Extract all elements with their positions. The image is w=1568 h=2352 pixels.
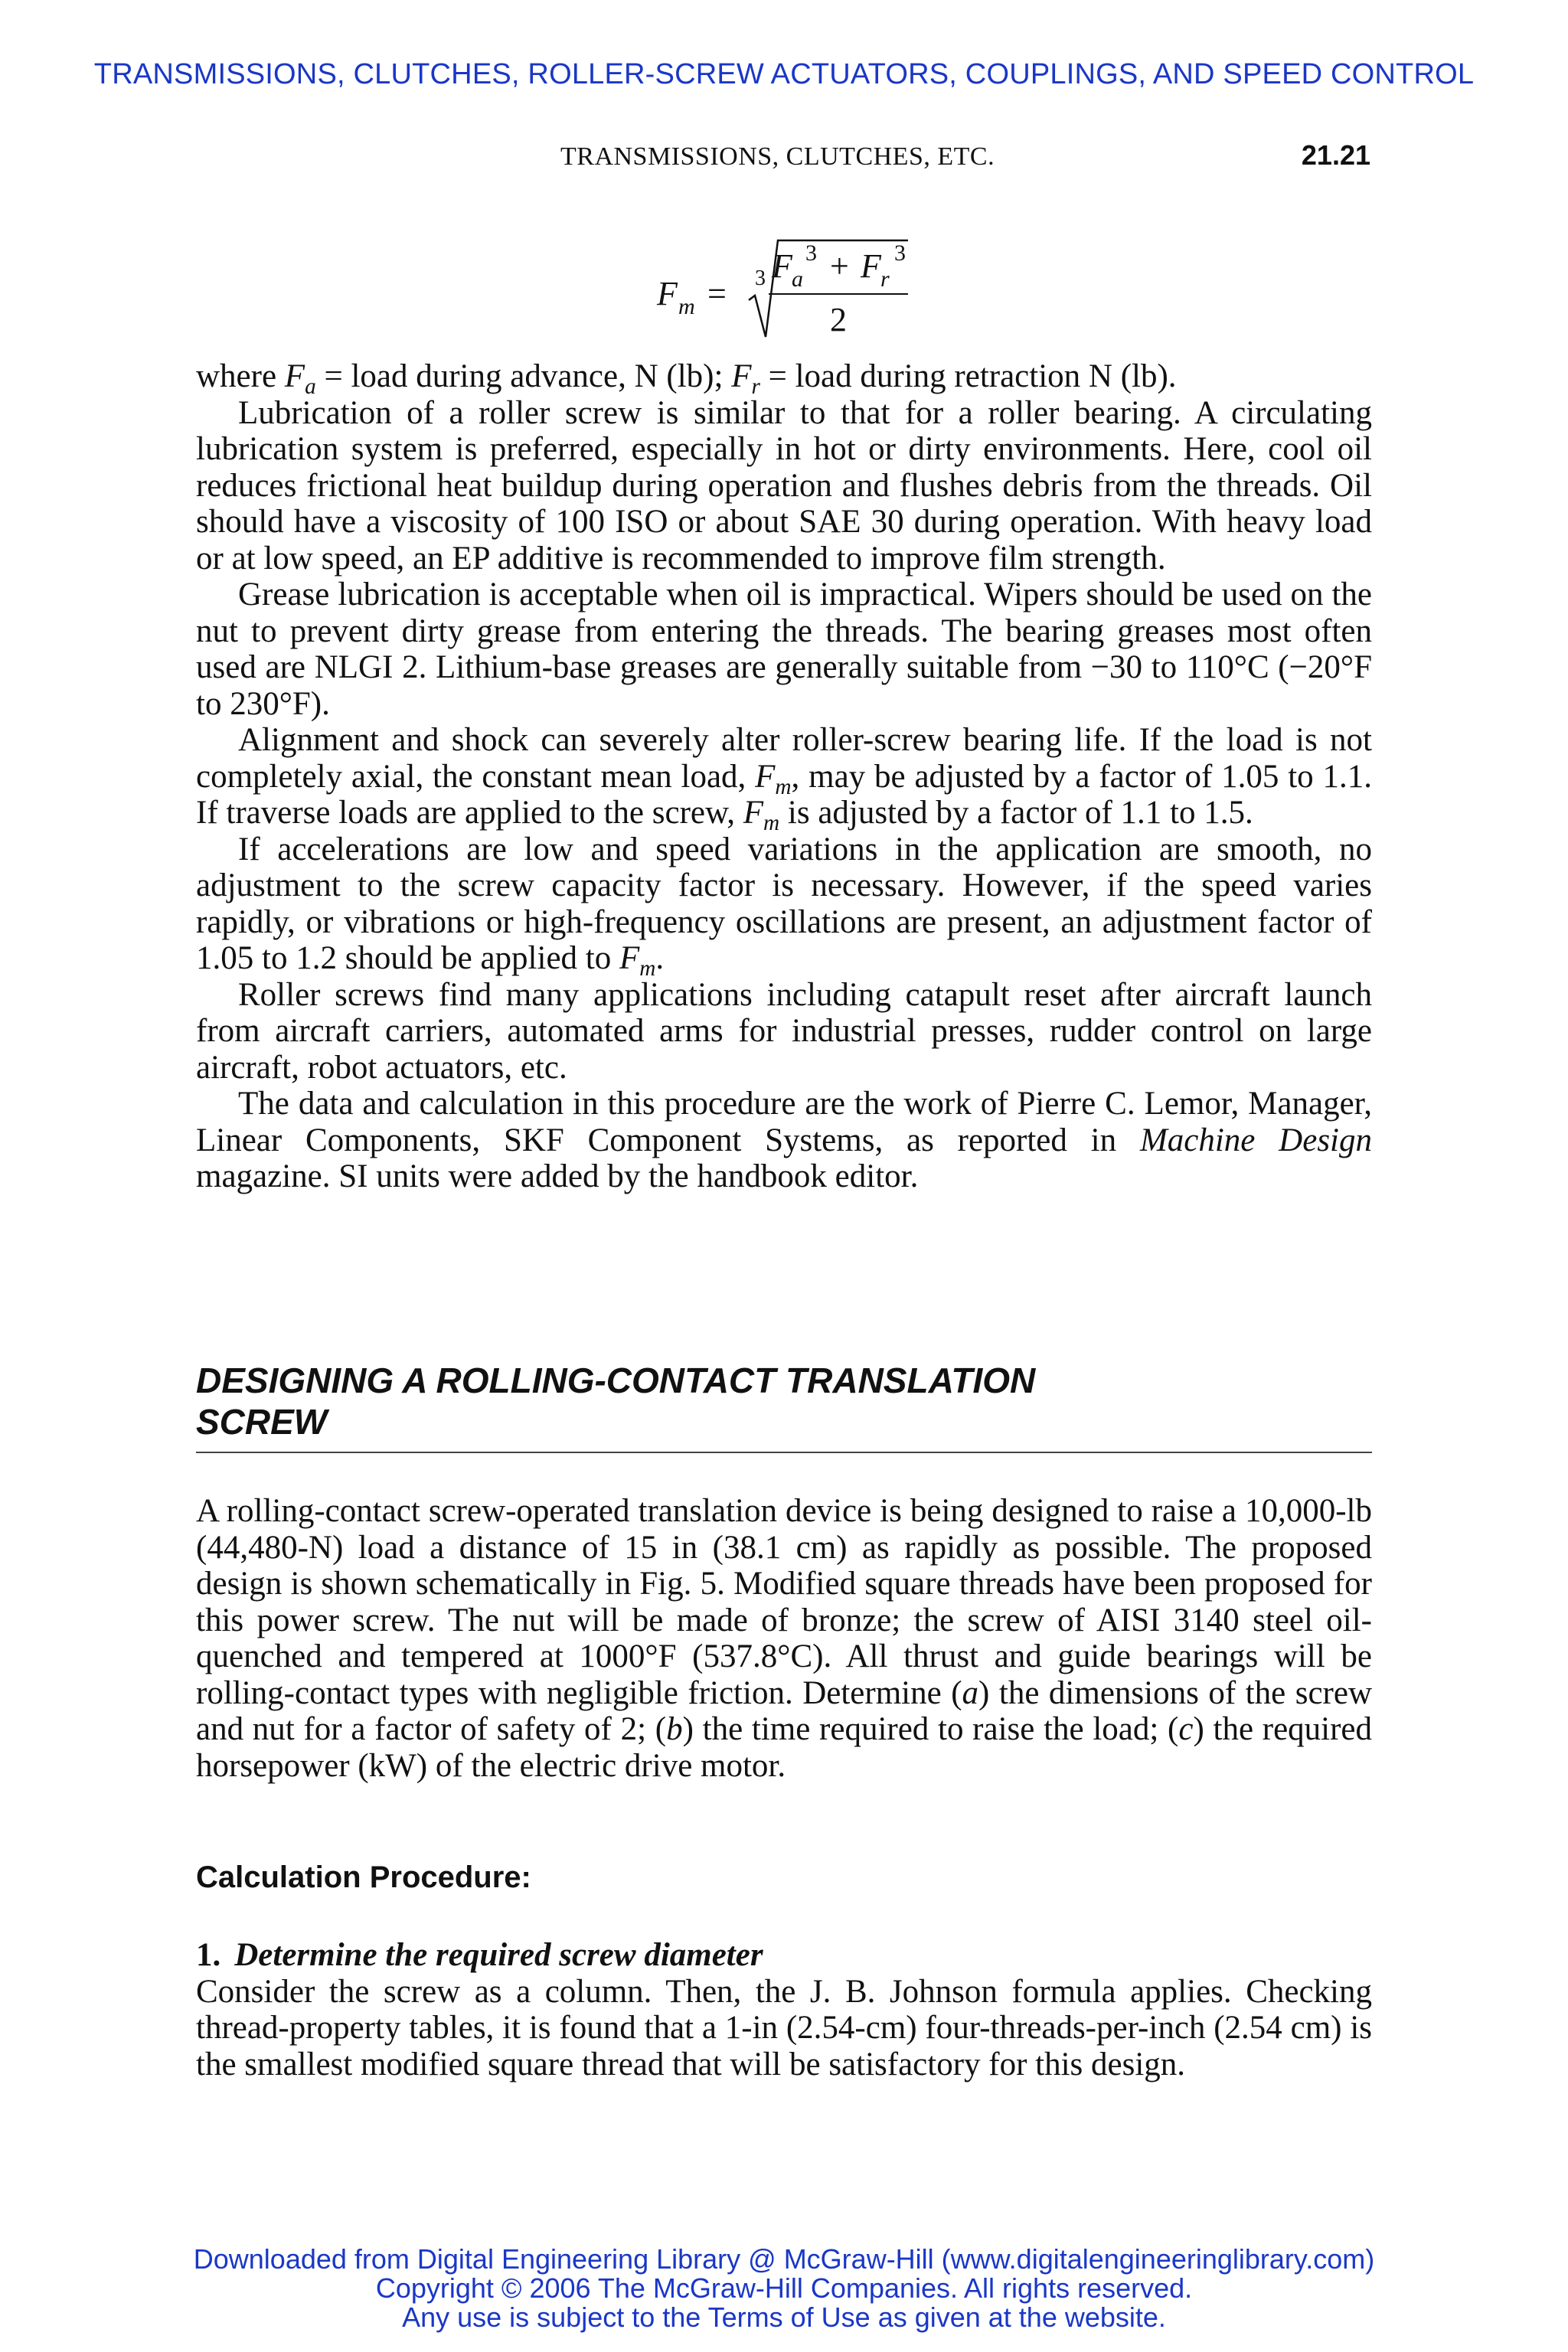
paragraph-applications: Roller screws find many applications including catapult reset after aircraft launch from aircraft carriers, automated arms for industrial presses, rudder control on large aircraft, robot actuators, etc. (196, 976, 1372, 1086)
step-1-text: Consider the screw as a column. Then, the J. B. Johnson formula applies. Checking thread-property tables, it is found that a 1-in (2.54-cm) four-threads-per-inch (2.54 cm) is the smallest modified square thread that will be satisfactory for this design. (196, 1973, 1372, 2082)
formula-lhs-sub: m (678, 294, 695, 319)
calculation-procedure-heading: Calculation Procedure: (196, 1860, 531, 1894)
paragraph-lubrication: Lubrication of a roller screw is similar to that for a roller bearing. A circulating lubrication system is preferred, especially in hot or dirty environments. Here, cool oil reduces frictional heat buildup during operation and flushes debris from the threads. Oil should have a viscosity of 100 ISO or about SAE 30 during operation. With heavy load or at low speed, an EP additive is recommended to improve film strength. (196, 394, 1372, 577)
footer-copyright: Copyright © 2006 The McGraw-Hill Companies. All rights reserved. (375, 2272, 1193, 2304)
running-head: TRANSMISSIONS, CLUTCHES, ETC. (560, 142, 995, 171)
num-fr: F (861, 247, 881, 285)
section-title (196, 1360, 1372, 1453)
num-fa-exp: 3 (805, 240, 817, 266)
page-number: 21.21 (1301, 139, 1370, 171)
where-definition: where $F_a$ = load during advance, N (lb); $F_r$ = load during retraction N (lb). (196, 358, 1177, 399)
num-plus: + (830, 247, 849, 285)
num-fr-sub: r (880, 266, 890, 292)
formula-graphic (0, 230, 1568, 345)
footer-terms[interactable]: Any use is subject to the Terms of Use as given at the website. (402, 2301, 1166, 2333)
paragraph-accelerations: If accelerations are low and speed variations in the application are smooth, no adjustment to the screw capacity factor is necessary. However, if the speed varies rapidly, or vibrations or high-frequency oscillations are present, an adjustment factor of 1.05 to 1.2 should be applied to $F_m$. (196, 831, 1372, 981)
copyright-footer (0, 2245, 1568, 2332)
formula-lhs: F (657, 275, 678, 312)
num-fa-sub: a (792, 266, 803, 292)
num-fa: F (772, 247, 792, 285)
source-banner: TRANSMISSIONS, CLUTCHES, ROLLER-SCREW ACTUATORS, COUPLINGS, AND SPEED CONTROL (93, 58, 1475, 90)
problem-paragraph: A rolling-contact screw-operated translation device is being designed to raise a 10,000-lb (44,480-N) load a distance of 15 in (38.1 cm) as rapidly as possible. The proposed design is shown schematically in Fig. 5. Modified square threads have been proposed for this power screw. The nut will be made of bronze; the screw of AISI 3140 steel oil-quenched and tempered at 1000°F (537.8°C). All thrust and guide bearings will be rolling-contact types with negligible friction. Determine (a) the dimensions of the screw and nut for a factor of safety of 2; (b) the time required to raise the load; (c) the required horsepower (kW) of the electric drive motor. (196, 1493, 1373, 1784)
section-title-line2: SCREW (196, 1402, 328, 1442)
step-1-heading: 1. Determine the required screw diameter (196, 1937, 763, 1973)
paragraph-credit: The data and calculation in this procedure are the work of Pierre C. Lemor, Manager, Linear Components, SKF Component Systems, as reported in Machine Design magazine. SI units were added by the handbook editor. (196, 1086, 1372, 1194)
formula-equals: = (707, 275, 727, 312)
mean-load-formula (0, 230, 1568, 345)
problem-statement (196, 1493, 1372, 1784)
paragraph-alignment: Alignment and shock can severely alter roller-screw bearing life. If the load is not completely axial, the constant mean load, $F_m$, may be adjusted by a factor of 1.05 to 1.1. If traverse loads are applied to the screw, $F_m$ is adjusted by a factor of 1.1 to 1.5. (196, 722, 1372, 835)
section-title-line1: DESIGNING A ROLLING-CONTACT TRANSLATION (196, 1361, 1036, 1400)
paragraph-grease: Grease lubrication is acceptable when oil is impractical. Wipers should be used on the nut to prevent dirty grease from entering the threads. The bearing greases most often used are NLGI 2. Lithium-base greases are generally suitable from −30 to 110°C (−20°F to 230°F). (196, 577, 1372, 722)
footer-download-link[interactable]: Downloaded from Digital Engineering Library @ McGraw-Hill (www.digitalengineeringlibrary.com) (193, 2243, 1375, 2275)
denominator: 2 (830, 301, 847, 338)
formula-root-index: 3 (755, 266, 766, 290)
intro-body (196, 358, 1372, 1195)
step-1 (196, 1937, 1372, 2082)
num-fr-exp: 3 (894, 240, 906, 266)
